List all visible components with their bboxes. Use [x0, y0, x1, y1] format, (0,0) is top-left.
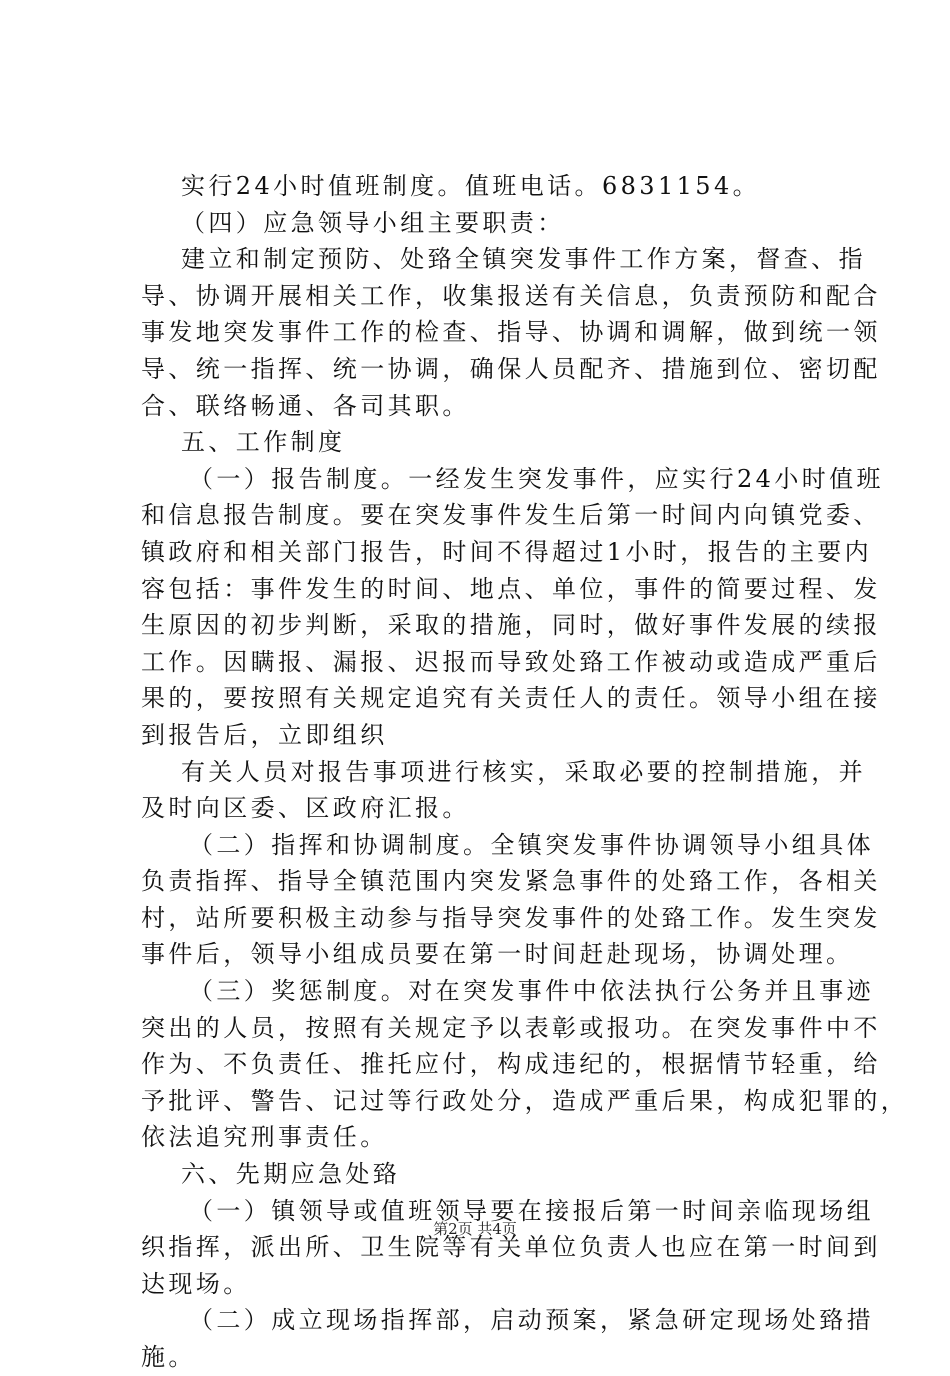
- text-line: 和信息报告制度。要在突发事件发生后第一时间内向镇党委、: [141, 501, 881, 530]
- text-line: 达现场。: [141, 1269, 251, 1298]
- text-line: 生原因的初步判断，采取的措施，同时，做好事件发展的续报: [141, 611, 881, 640]
- text-line: 村，站所要积极主动参与指导突发事件的处臵工作。发生突发: [141, 903, 881, 932]
- document-body: [141, 168, 909, 1376]
- text-line: 合、联络畅通、各司其职。: [141, 391, 470, 420]
- text-line: （三）奖惩制度。对在突发事件中依法执行公务并且事迹: [189, 977, 874, 1006]
- text-line: 工作。因瞒报、漏报、迟报而导致处臵工作被动或造成严重后: [141, 647, 881, 676]
- text-line: 导、统一指挥、统一协调，确保人员配齐、措施到位、密切配: [141, 354, 881, 383]
- text-line: 容包括：事件发生的时间、地点、单位，事件的简要过程、发: [141, 574, 881, 603]
- text-line: 依法追究刑事责任。: [141, 1123, 388, 1152]
- text-line: 予批评、警告、记过等行政处分，造成严重后果，构成犯罪的，: [141, 1086, 909, 1115]
- text-line: 及时向区委、区政府汇报。: [141, 794, 470, 823]
- page-footer: 第2页 共4页: [433, 1220, 517, 1238]
- text-line: 导、协调开展相关工作，收集报送有关信息，负责预防和配合: [141, 281, 881, 310]
- text-line: （一）报告制度。一经发生突发事件，应实行24小时值班: [189, 464, 884, 493]
- text-line: 事件后，领导小组成员要在第一时间赶赴现场，协调处理。: [141, 940, 854, 969]
- text-line: 事发地突发事件工作的检查、指导、协调和调解，做到统一领: [141, 318, 881, 347]
- text-line: 建立和制定预防、处臵全镇突发事件工作方案，督查、指: [181, 245, 866, 274]
- text-line: 果的，要按照有关规定追究有关责任人的责任。领导小组在接: [141, 684, 881, 713]
- text-line: 镇政府和相关部门报告，时间不得超过1小时，报告的主要内: [141, 537, 873, 566]
- section-heading-6: 六、先期应急处臵: [181, 1160, 401, 1189]
- text-line: 作为、不负责任、推托应付，构成违纪的，根据情节轻重，给: [141, 1050, 881, 1079]
- text-line: 负责指挥、指导全镇范围内突发紧急事件的处臵工作，各相关: [141, 867, 881, 896]
- text-line: （一）镇领导或值班领导要在接报后第一时间亲临现场组: [189, 1196, 874, 1225]
- text-line: 突出的人员，按照有关规定予以表彰或报功。在突发事件中不: [141, 1013, 881, 1042]
- text-line: 到报告后，立即组织: [141, 720, 388, 749]
- text-line: （二）指挥和协调制度。全镇突发事件协调领导小组具体: [189, 830, 874, 859]
- section-heading-5: 五、工作制度: [181, 428, 346, 457]
- text-line: 织指挥，派出所、卫生院等有关单位负责人也应在第一时间到: [141, 1233, 881, 1262]
- text-line: 实行24小时值班制度。值班电话。6831154。: [181, 172, 761, 200]
- text-line: 有关人员对报告事项进行核实，采取必要的控制措施，并: [181, 757, 866, 786]
- text-line: （二）成立现场指挥部，启动预案，紧急研定现场处臵措: [189, 1306, 874, 1335]
- text-line: 施。: [141, 1343, 196, 1371]
- section-heading-4: （四）应急领导小组主要职责：: [181, 208, 565, 237]
